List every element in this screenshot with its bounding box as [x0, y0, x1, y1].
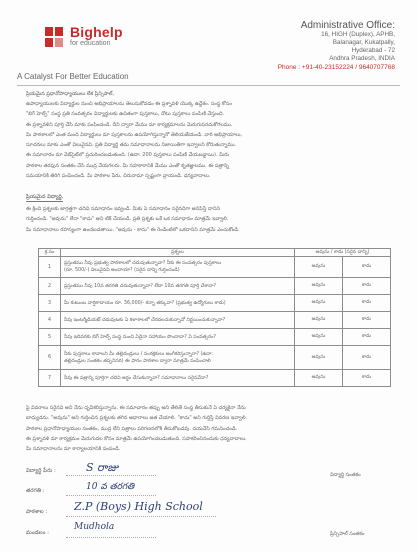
answer-yes[interactable]: అవును — [295, 346, 343, 370]
office-title: Administrative Office: — [300, 20, 395, 31]
question-line: ప్రస్తుతము నీవు 10వ తరగతి చదువుతున్నావా? లేదా 10వ తరగతి పూర్తి చేశావా? — [64, 283, 217, 289]
row-question — [61, 278, 295, 295]
paragraph-line: గుర్తించండి. "అవును" లేదా "కాదు" అని టిక్ చేయండి. ప్రతి ప్రశ్నకు ఒకే ఒక సమాధానం మాత్రమే ఇవ్వాలి. — [26, 216, 229, 223]
header-sno: క్ర.సం — [39, 249, 61, 257]
paragraph-line: ఈ క్రింది ప్రశ్నలకు జాగ్రత్తగా చదివి సమాధానం ఇవ్వండి. మీకు ఏ సమాధానం సరైనదిగా అనిపిస్తే దానిని — [26, 206, 221, 212]
mandal-value[interactable]: Mudhola — [74, 522, 115, 532]
principal-signature-label: ప్రిన్సిపాల్ సంతకం — [330, 531, 365, 537]
row-number: 2 — [39, 278, 61, 295]
question-line: నీవు ఈ పత్రాన్ని పూర్తిగా చదివి అర్థం చేసుకున్నావా? సమాధానాలు సరైనవేనా? — [64, 375, 209, 381]
school-line — [66, 516, 216, 517]
table-row — [39, 257, 391, 278]
section-title: ప్రియమైన విద్యార్థి, — [26, 194, 64, 200]
answer-yes[interactable]: అవును — [295, 278, 343, 295]
question-line: మీ కుటుంబ వార్షికాదాయం రూ. 36,000/- కన్నా తక్కువా? (ప్రభుత్వ ఉద్యోగులు కాదు) — [64, 300, 226, 306]
office-address — [245, 20, 395, 72]
intro-paragraph — [26, 101, 395, 183]
paragraph-line: పై వివరాలు సరైనవి అని నేను ధృవీకరిస్తున్నాను. ఈ సమాచారం తప్పు అని తేలితే సంస్థ తీసుకునే ఏ చర్యకైనా నేను — [26, 405, 246, 411]
question-line: తల్లిదండ్రుల సంతకం తప్పనిసరి) ఈ ఫారం పాఠశాల ద్వారా మాత్రమే పంపించాలి — [64, 358, 211, 364]
answer-yes[interactable]: అవును — [295, 312, 343, 329]
paragraph-line: పాఠశాల తరఫున సంతకం చేసి ముద్ర వేయగలరు. మీ సహకారానికి మేము ఎంతో కృతజ్ఞులము. ఈ పత్రాన్ని — [26, 162, 229, 169]
paragraph-line: సూచనలు మాకు ఎంతో విలువైనవి. ప్రతి విద్యార్థి తమ సమాధానాలను నిజాయితీగా ఇవ్వాలని కోరుతున్నాము. — [26, 142, 237, 149]
question-line: నీవు ఇంటర్మీడియట్ చదువుటకు ఏ కళాశాలలో చేరదలచుకున్నావో నిర్ణయించుకున్నావా? — [64, 317, 226, 323]
paragraph-line: మీ పాఠశాలలో ఎంత మంది విద్యార్థులు మా పుస్తకాలను ఉపయోగిస్తున్నారో తెలియజేయండి. వారి అభిప్రాయాలు, — [26, 131, 243, 138]
mandal-label: మండలం : — [26, 530, 49, 536]
salutation: ప్రియమైన ప్రధానోపాధ్యాయులు లేక ప్రిన్సిపాల్, — [26, 91, 115, 97]
closing-paragraph — [26, 405, 395, 456]
table-row — [39, 278, 391, 295]
row-number: 5 — [39, 329, 61, 346]
class-value[interactable]: 10 వ తరగతి — [86, 482, 135, 492]
table-row — [39, 346, 391, 370]
office-phone: Phone : +91-40-23152224 / 9640707768 — [277, 64, 395, 71]
answer-no[interactable]: కాదు — [343, 329, 391, 346]
mandal-line — [66, 537, 156, 538]
row-question — [61, 346, 295, 370]
student-name-value[interactable]: S రాజు — [86, 461, 118, 474]
answer-yes[interactable]: అవును — [295, 370, 343, 387]
paragraph-line: మీ సమాధానాలను మా కార్యాలయానికి పంపండి. — [26, 446, 121, 453]
answer-no[interactable]: కాదు — [343, 257, 391, 278]
answer-no[interactable]: కాదు — [343, 278, 391, 295]
brand-subtitle: for education — [70, 40, 111, 47]
row-question — [61, 370, 295, 387]
paragraph-line: మీ సమాధానాలు రహస్యంగా ఉంచబడతాయి. "అవును - కాదు" ఈ రెండింటిలో ఒకదానిని మాత్రమే ఎంచుకోండి. — [26, 226, 240, 233]
question-line: (రూ. 500/-) విలువైనవి అందాయా? (సరైన దాన్ని గుర్తించండి) — [64, 268, 180, 273]
row-question — [61, 257, 295, 278]
row-question — [61, 329, 295, 346]
answer-yes[interactable]: అవును — [295, 329, 343, 346]
office-line: Balanagar, Kukatpally, — [332, 39, 395, 46]
student-name-label: విద్యార్థి పేరు : — [26, 468, 56, 474]
row-number: 6 — [39, 346, 61, 370]
row-number: 1 — [39, 257, 61, 278]
question-line: ప్రస్తుతము నీవు ప్రభుత్వ పాఠశాలలో చదువుతున్నావా? నీకు ఈ సంవత్సరం పుస్తకాలు — [64, 261, 222, 266]
bighelp-logo-icon — [44, 26, 64, 48]
table-row — [39, 312, 391, 329]
answer-no[interactable]: కాదు — [343, 370, 391, 387]
student-intro-paragraph — [26, 206, 395, 237]
table-row — [39, 295, 391, 312]
header-question: ప్రశ్నలు — [61, 249, 295, 257]
row-number: 4 — [39, 312, 61, 329]
school-label: పాఠశాల : — [26, 509, 48, 515]
questionnaire-table — [38, 248, 391, 387]
paragraph-line: పాఠశాల ప్రధానోపాధ్యాయుల సంతకం, ముద్ర లేని పత్రాలు పరిగణనలోకి తీసుకోబడవు. దయచేసి గమనించండి. — [26, 425, 238, 432]
row-number: 3 — [39, 295, 61, 312]
tagline: A Catalyst For Better Education — [17, 72, 129, 81]
paragraph-line: "బిగ్ హెల్ప్" సంస్థ ప్రతి సంవత్సరం విద్యార్థులకు ఉచితంగా పుస్తకాలు, నోటు పుస్తకాలు పంపిణీ చేస్తుంది. — [26, 111, 225, 118]
answer-no[interactable]: కాదు — [343, 312, 391, 329]
row-number: 7 — [39, 370, 61, 387]
paragraph-line: బాధ్యుడను. "అవును" అని గుర్తించిన ప్రశ్నలకు తగిన ఆధారాలు జత చేయాలి. "కాదు" అని గుర్తిస్తే వివరణ ఇవ్వాలి. — [26, 415, 248, 422]
table-header-row — [39, 249, 391, 257]
table-row — [39, 370, 391, 387]
question-line: నీవు ఇదివరకు బిగ్ హెల్ప్ సంస్థ నుంచి ఏదైనా సహాయం పొందావా? ఏ సంవత్సరం? — [64, 334, 216, 340]
header-answer: అవును / కాదు (సరైన దాన్ని) — [295, 249, 391, 257]
question-line: నీకు పుస్తకాలు కావాలని మీ తల్లిదండ్రులు / సంరక్షకులు అంగీకరిస్తున్నారా? (ఉదా: — [64, 351, 213, 357]
office-line: 16, HIGH (Duplex), APHB, — [321, 31, 395, 38]
office-line: Hyderabad - 72 — [351, 47, 395, 54]
office-line: Andhra Pradesh, INDIA — [329, 55, 395, 62]
class-label: తరగతి : — [26, 488, 45, 494]
answer-yes[interactable]: అవును — [295, 295, 343, 312]
row-question — [61, 312, 295, 329]
answer-no[interactable]: కాదు — [343, 295, 391, 312]
paragraph-line: ఈ సమాచారం మా వెబ్‌సైట్‌లో ప్రచురించబడుతుంది. (ఉదా: 200 పుస్తకాలు పంపిణీ చేయబడ్డాయి). మీరు — [26, 152, 230, 159]
answer-no[interactable]: కాదు — [343, 346, 391, 370]
answer-yes[interactable]: అవును — [295, 257, 343, 278]
student-signature-label: విద్యార్థి సంతకం — [330, 472, 361, 478]
paragraph-line: ఉపాధ్యాయులకు విద్యార్థుల నుంచి అభిప్రాయాలను తెలుసుకోవడం ఈ ప్రశ్నావళి యొక్క ఉద్దేశం. సంస్థ కోసం — [26, 101, 232, 107]
table-row — [39, 329, 391, 346]
paragraph-line: సమయానికి తిరిగి పంపించండి. మీ పాఠశాల పేరు, చిరునామా స్పష్టంగా వ్రాయండి. ధన్యవాదాలు. — [26, 173, 211, 180]
school-value[interactable]: Z.P (Boys) High School — [74, 500, 203, 513]
class-line — [66, 495, 156, 496]
row-question — [61, 295, 295, 312]
paragraph-line: ఈ ప్రశ్నావళి మా కార్యక్రమం మెరుగుదల కోసం మాత్రమే ఉపయోగించబడుతుంది. సహకరించినందుకు ధన్యవాదాలు. — [26, 435, 247, 442]
paragraph-line: ఈ ప్రశ్నావళిని పూర్తి చేసి మాకు పంపించండి. దీని ద్వారా మేము మా కార్యక్రమాలను మెరుగుపరచుకోగలము. — [26, 121, 233, 128]
header-divider — [17, 85, 400, 86]
brand-name: Bighelp — [70, 24, 123, 40]
